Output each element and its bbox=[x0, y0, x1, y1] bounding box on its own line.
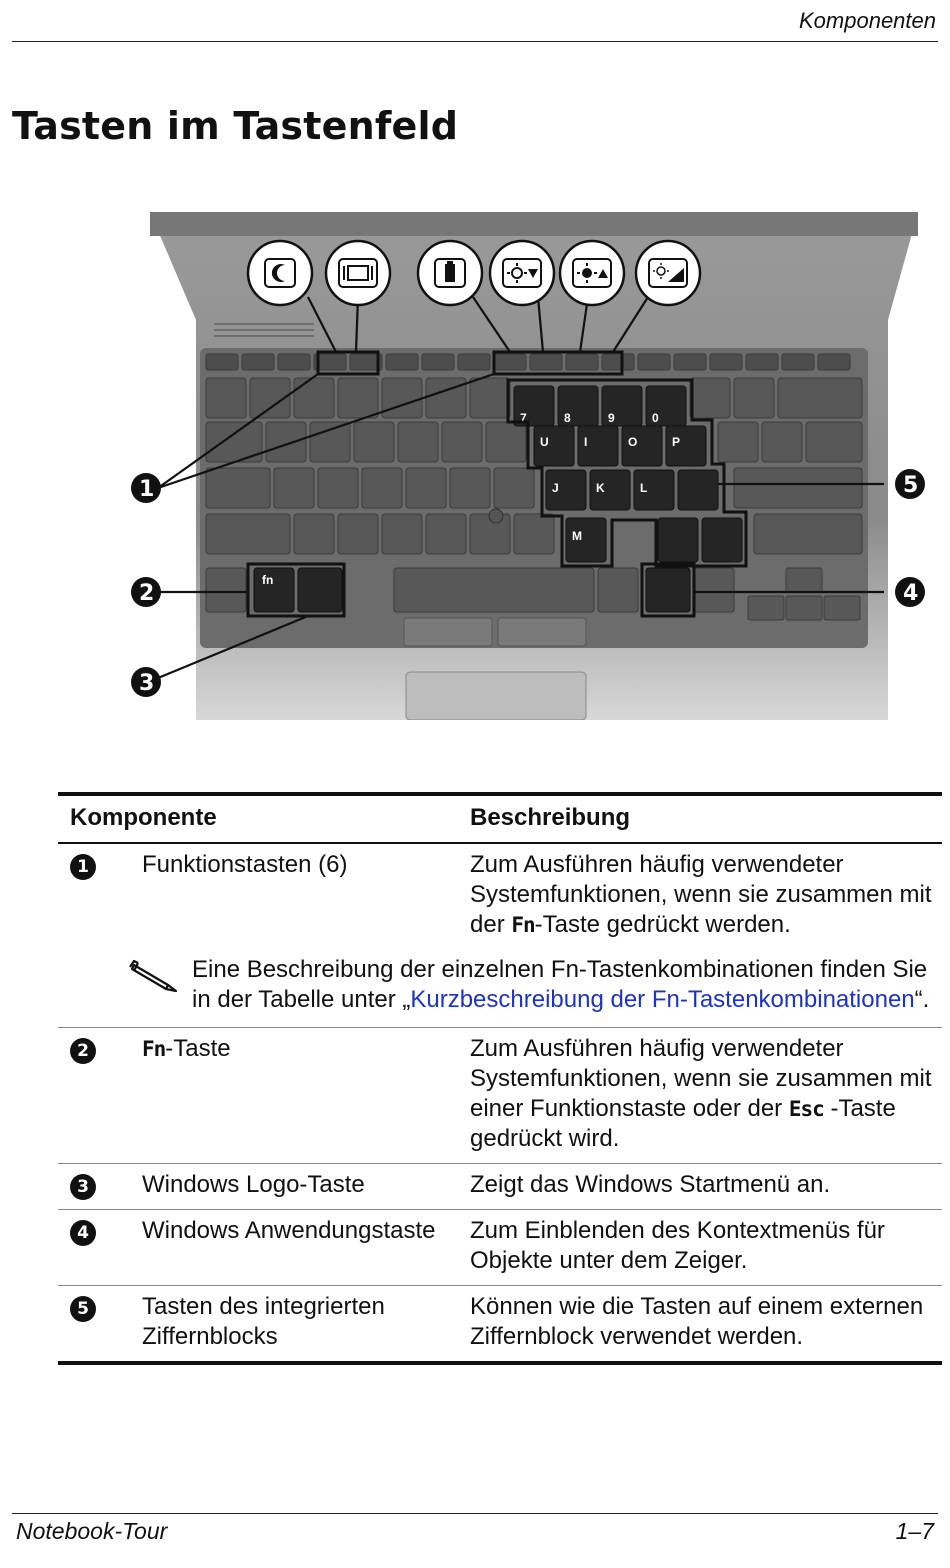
touchpad-button-right bbox=[498, 618, 586, 646]
component-cell: Fn-Taste bbox=[142, 1035, 231, 1062]
description-cell: Zeigt das Windows Startmenü an. bbox=[470, 1171, 831, 1198]
header-description: Beschreibung bbox=[470, 804, 631, 831]
svg-text:1: 1 bbox=[139, 477, 155, 502]
svg-text:2: 2 bbox=[139, 581, 155, 606]
svg-text:P: P bbox=[672, 435, 681, 449]
brightness-up-icon bbox=[560, 241, 624, 305]
callout-3 bbox=[131, 667, 161, 697]
page-number: 1–7 bbox=[895, 1518, 934, 1544]
svg-text:O: O bbox=[628, 435, 638, 449]
svg-text:M: M bbox=[572, 529, 582, 543]
svg-text:9: 9 bbox=[608, 411, 615, 425]
header-rule bbox=[12, 41, 938, 42]
note-text: Eine Beschreibung der einzelnen Fn-Tastenkombinationen finden Sie in der Tabelle unter „Kurzbeschreibung der Fn-Tastenkombinationen“. bbox=[192, 956, 930, 1013]
moon-icon bbox=[248, 241, 312, 305]
description-cell: Zum Einblenden des Kontextmenüs für Objekte unter dem Zeiger. bbox=[470, 1217, 885, 1274]
touchpad-button-left bbox=[404, 618, 492, 646]
svg-text:fn: fn bbox=[262, 573, 274, 587]
svg-text:U: U bbox=[540, 435, 549, 449]
footer-chapter: Notebook-Tour bbox=[16, 1518, 168, 1544]
footer-rule bbox=[12, 1513, 938, 1514]
keyboard-illustration bbox=[118, 200, 940, 720]
touchpad bbox=[406, 672, 586, 720]
svg-text:8: 8 bbox=[564, 411, 571, 425]
callout-5 bbox=[895, 469, 925, 499]
ambient-light-icon bbox=[636, 241, 700, 305]
svg-text:0: 0 bbox=[652, 411, 659, 425]
row-number-badge: 4 bbox=[70, 1220, 96, 1246]
header-component: Komponente bbox=[70, 804, 217, 831]
table-row bbox=[58, 843, 942, 949]
table-row bbox=[58, 1028, 942, 1164]
svg-text:I: I bbox=[584, 435, 588, 449]
table-row bbox=[58, 1164, 942, 1210]
component-cell: Windows Logo-Taste bbox=[142, 1171, 365, 1198]
screen-hinge bbox=[150, 212, 918, 236]
row-number-badge: 5 bbox=[70, 1296, 96, 1322]
svg-text:5: 5 bbox=[903, 473, 919, 498]
row-number-badge: 1 bbox=[70, 854, 96, 880]
svg-text:K: K bbox=[596, 481, 605, 495]
battery-icon bbox=[418, 241, 482, 305]
svg-text:3: 3 bbox=[139, 671, 155, 696]
pencil-note-icon bbox=[128, 955, 184, 995]
windows-app-key bbox=[646, 568, 690, 612]
running-header: Komponenten bbox=[799, 8, 936, 33]
note-row bbox=[58, 949, 942, 1028]
cross-reference-link[interactable]: Kurzbeschreibung der Fn-Tastenkombinationen bbox=[410, 986, 915, 1013]
svg-text:4: 4 bbox=[903, 581, 919, 606]
components-table bbox=[58, 792, 942, 1365]
description-cell: Können wie die Tasten auf einem externen Ziffernblock verwendet werden. bbox=[470, 1293, 924, 1350]
fn-key bbox=[254, 568, 294, 612]
keyboard-figure bbox=[118, 200, 940, 720]
table-row bbox=[58, 1286, 942, 1364]
windows-logo-key bbox=[298, 568, 342, 612]
pointing-stick bbox=[489, 509, 503, 523]
component-cell: Windows Anwendungstaste bbox=[142, 1217, 436, 1244]
callout-4 bbox=[895, 577, 925, 607]
callout-2 bbox=[131, 577, 161, 607]
description-cell: Zum Ausführen häufig verwendeter Systemfunktionen, wenn sie zusammen mit der Fn-Taste gedrückt werden. bbox=[470, 851, 932, 938]
component-cell: Funktionstasten (6) bbox=[142, 851, 348, 878]
row-number-badge: 2 bbox=[70, 1038, 96, 1064]
svg-text:L: L bbox=[640, 481, 648, 495]
row-number-badge: 3 bbox=[70, 1174, 96, 1200]
description-cell: Zum Ausführen häufig verwendeter Systemfunktionen, wenn sie zusammen mit einer Funktionstaste oder der Esc -Taste gedrückt wird. bbox=[470, 1035, 932, 1152]
table-row bbox=[58, 1210, 942, 1286]
svg-text:J: J bbox=[552, 481, 559, 495]
table-header-row bbox=[58, 794, 942, 843]
display-switch-icon bbox=[326, 241, 390, 305]
callout-1 bbox=[131, 473, 161, 503]
brightness-down-icon bbox=[490, 241, 554, 305]
page-title: Tasten im Tastenfeld bbox=[12, 104, 459, 148]
component-cell: Tasten des integrierten Ziffernblocks bbox=[142, 1293, 385, 1350]
svg-text:7: 7 bbox=[520, 411, 527, 425]
